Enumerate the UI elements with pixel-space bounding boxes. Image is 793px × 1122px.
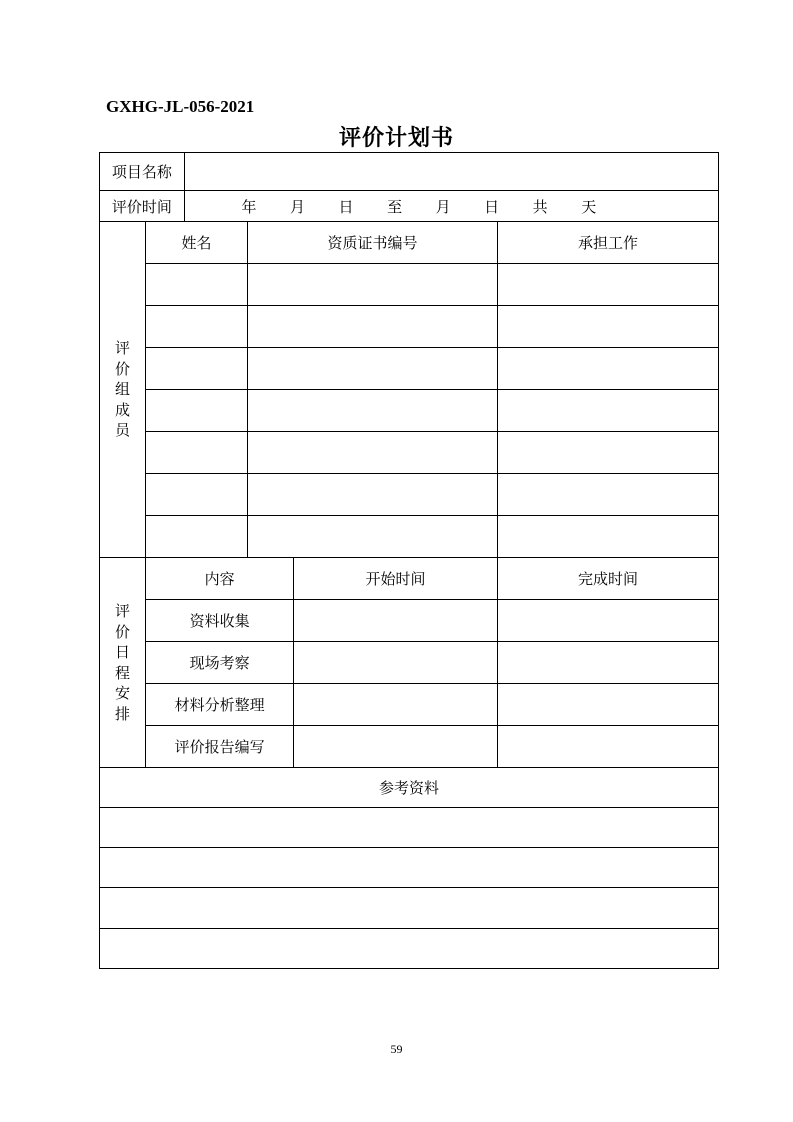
document-title: 评价计划书	[338, 125, 454, 151]
date-day-label: 日	[338, 197, 354, 216]
reference-row	[100, 929, 719, 969]
member-row	[100, 348, 719, 390]
member-cert-cell[interactable]	[248, 264, 498, 306]
eval-time-row	[100, 191, 719, 222]
reference-row	[100, 848, 719, 888]
member-name-cell[interactable]	[146, 474, 248, 516]
member-row	[100, 516, 719, 558]
members-col-name: 姓名	[146, 222, 248, 264]
schedule-start-cell[interactable]	[294, 600, 498, 642]
eval-time-label: 评价时间	[100, 191, 185, 222]
member-row	[100, 474, 719, 516]
page-number: 59	[390, 1042, 403, 1056]
date-month-label: 月	[290, 197, 306, 216]
member-duty-cell[interactable]	[497, 306, 718, 348]
project-name-field[interactable]	[184, 153, 718, 191]
project-name-label: 项目名称	[100, 153, 185, 191]
schedule-col-start: 开始时间	[294, 558, 498, 600]
schedule-end-cell[interactable]	[497, 684, 718, 726]
member-cert-cell[interactable]	[248, 432, 498, 474]
date-days-label: 天	[581, 197, 597, 216]
schedule-end-cell[interactable]	[497, 600, 718, 642]
schedule-start-cell[interactable]	[294, 726, 498, 768]
schedule-item-label: 现场考察	[146, 642, 294, 684]
member-name-cell[interactable]	[146, 432, 248, 474]
eval-time-field[interactable]	[184, 191, 718, 222]
date-end-month-label: 月	[435, 197, 451, 216]
schedule-item-label: 资料收集	[146, 600, 294, 642]
schedule-item-label: 评价报告编写	[146, 726, 294, 768]
member-row	[100, 264, 719, 306]
reference-cell[interactable]	[100, 848, 719, 888]
member-row	[100, 432, 719, 474]
schedule-start-cell[interactable]	[294, 642, 498, 684]
schedule-col-content: 内容	[146, 558, 294, 600]
member-row	[100, 390, 719, 432]
member-row	[100, 306, 719, 348]
member-cert-cell[interactable]	[248, 306, 498, 348]
member-cert-cell[interactable]	[248, 348, 498, 390]
reference-row	[100, 808, 719, 848]
schedule-item-label: 材料分析整理	[146, 684, 294, 726]
member-duty-cell[interactable]	[497, 474, 718, 516]
date-to-label: 至	[387, 197, 403, 216]
member-cert-cell[interactable]	[248, 474, 498, 516]
schedule-row	[100, 684, 719, 726]
schedule-row	[100, 642, 719, 684]
schedule-row	[100, 726, 719, 768]
members-col-cert-no: 资质证书编号	[248, 222, 498, 264]
evaluation-plan-form	[99, 152, 719, 969]
member-name-cell[interactable]	[146, 390, 248, 432]
date-total-label: 共	[532, 197, 548, 216]
members-col-duty: 承担工作	[497, 222, 718, 264]
schedule-group-label: 评 价 日 程 安 排	[100, 558, 146, 768]
member-duty-cell[interactable]	[497, 516, 718, 558]
members-group-label: 评 价 组 成 员	[100, 222, 146, 558]
references-label: 参考资料	[100, 768, 719, 808]
schedule-end-cell[interactable]	[497, 726, 718, 768]
reference-row	[100, 888, 719, 929]
member-duty-cell[interactable]	[497, 390, 718, 432]
reference-cell[interactable]	[100, 888, 719, 929]
member-name-cell[interactable]	[146, 264, 248, 306]
members-header-row	[100, 222, 719, 264]
schedule-end-cell[interactable]	[497, 642, 718, 684]
reference-cell[interactable]	[100, 808, 719, 848]
references-header-row	[100, 768, 719, 808]
schedule-col-end: 完成时间	[497, 558, 718, 600]
member-name-cell[interactable]	[146, 306, 248, 348]
project-name-row	[100, 153, 719, 191]
document-code: GXHG-JL-056-2021	[106, 97, 255, 116]
member-name-cell[interactable]	[146, 348, 248, 390]
member-duty-cell[interactable]	[497, 348, 718, 390]
reference-cell[interactable]	[100, 929, 719, 969]
member-name-cell[interactable]	[146, 516, 248, 558]
member-duty-cell[interactable]	[497, 264, 718, 306]
schedule-header-row	[100, 558, 719, 600]
member-cert-cell[interactable]	[248, 390, 498, 432]
schedule-row	[100, 600, 719, 642]
date-year-label: 年	[241, 197, 257, 216]
member-duty-cell[interactable]	[497, 432, 718, 474]
member-cert-cell[interactable]	[248, 516, 498, 558]
schedule-start-cell[interactable]	[294, 684, 498, 726]
date-end-day-label: 日	[484, 197, 500, 216]
